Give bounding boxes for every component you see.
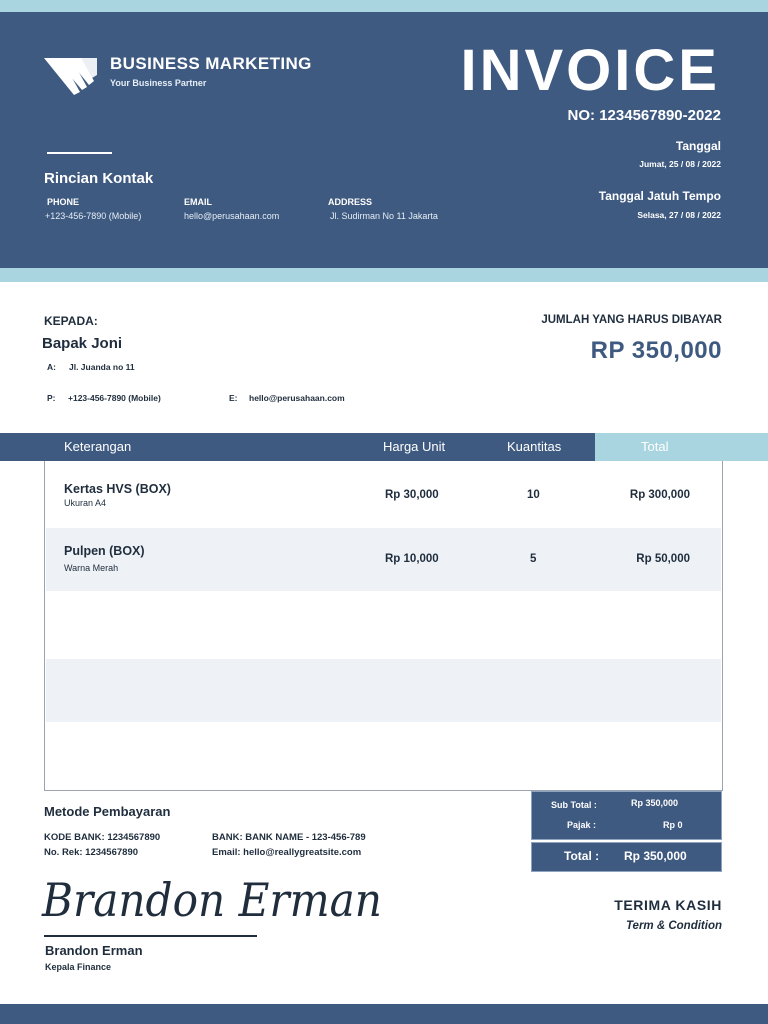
due-date-label: Tanggal Jatuh Tempo — [598, 189, 721, 203]
header-accent-strip — [0, 268, 768, 282]
email-value: hello@perusahaan.com — [184, 211, 280, 221]
subtotal-value: Rp 350,000 — [631, 798, 679, 808]
bill-to-address: Jl. Juanda no 11 — [69, 362, 135, 372]
subtotal-box — [531, 791, 722, 840]
account-number: No. Rek: 1234567890 — [44, 847, 139, 858]
brand-tagline: Your Business Partner — [110, 78, 207, 88]
item-name: Kertas HVS (BOX) — [64, 482, 171, 496]
column-header-description: Keterangan — [64, 439, 132, 454]
item-description: Ukuran A4 — [64, 498, 107, 508]
table-row-stripe — [46, 528, 721, 591]
bill-to-email: hello@perusahaan.com — [249, 393, 345, 403]
table-header-total-cell — [595, 433, 768, 461]
bank-name: BANK: BANK NAME - 123-456-789 — [212, 832, 366, 843]
address-label: ADDRESS — [328, 197, 373, 207]
tax-label: Pajak : — [567, 820, 597, 830]
bill-to-phone: +123-456-7890 (Mobile) — [68, 393, 161, 403]
date-value: Jumat, 25 / 08 / 2022 — [639, 159, 721, 169]
signature-line — [44, 935, 257, 937]
contact-title: Rincian Kontak — [44, 170, 154, 187]
item-total: Rp 50,000 — [636, 553, 690, 565]
due-date-value: Selasa, 27 / 08 / 2022 — [637, 210, 721, 220]
signer-name: Brandon Erman — [45, 943, 143, 958]
item-description: Warna Merah — [64, 563, 119, 573]
brand-name: BUSINESS MARKETING — [110, 54, 312, 73]
handwritten-signature — [40, 868, 390, 930]
column-header-unit-price: Harga Unit — [383, 439, 446, 454]
column-header-quantity: Kuantitas — [507, 439, 562, 454]
item-total: Rp 300,000 — [629, 489, 690, 501]
bill-to-email-prefix: E: — [229, 393, 238, 403]
total-value: Rp 350,000 — [624, 849, 687, 863]
invoice-title: INVOICE — [460, 38, 720, 103]
payment-email: Email: hello@reallygreatsite.com — [212, 847, 362, 858]
amount-due-label: JUMLAH YANG HARUS DIBAYAR — [541, 314, 722, 326]
column-header-total: Total — [641, 439, 669, 454]
phone-label: PHONE — [47, 197, 80, 207]
bill-to-address-prefix: A: — [47, 362, 56, 372]
email-label: EMAIL — [184, 197, 212, 207]
signer-role: Kepala Finance — [45, 962, 112, 972]
bill-to-name: Bapak Joni — [42, 335, 123, 352]
total-label: Total : — [564, 849, 600, 863]
bill-to-phone-prefix: P: — [47, 393, 56, 403]
phone-value: +123-456-7890 (Mobile) — [45, 211, 142, 221]
item-quantity: 10 — [527, 489, 540, 501]
invoice-number: NO: 1234567890-2022 — [567, 107, 721, 124]
payment-method-title: Metode Pembayaran — [44, 804, 171, 819]
thank-you-text: TERIMA KASIH — [614, 897, 722, 913]
item-unit-price: Rp 10,000 — [385, 553, 439, 565]
item-unit-price: Rp 30,000 — [385, 489, 439, 501]
stripes-logo-icon — [44, 55, 98, 95]
subtotal-label: Sub Total : — [551, 800, 597, 810]
table-row-stripe — [46, 659, 721, 722]
item-name: Pulpen (BOX) — [64, 544, 145, 558]
svg-text:Brandon Erman: Brandon Erman — [41, 873, 383, 927]
bill-to-label: KEPADA: — [44, 314, 98, 328]
tax-value: Rp 0 — [663, 820, 683, 830]
item-quantity: 5 — [530, 553, 537, 565]
date-label: Tanggal — [675, 139, 721, 153]
terms-link[interactable]: Term & Condition — [625, 920, 722, 932]
top-accent-strip — [0, 0, 768, 12]
address-value: Jl. Sudirman No 11 Jakarta — [330, 211, 438, 221]
bank-code: KODE BANK: 1234567890 — [44, 832, 161, 843]
footer-bar — [0, 1004, 768, 1024]
amount-due-value: RP 350,000 — [590, 337, 722, 364]
header-divider — [47, 152, 112, 154]
items-table — [44, 461, 723, 791]
